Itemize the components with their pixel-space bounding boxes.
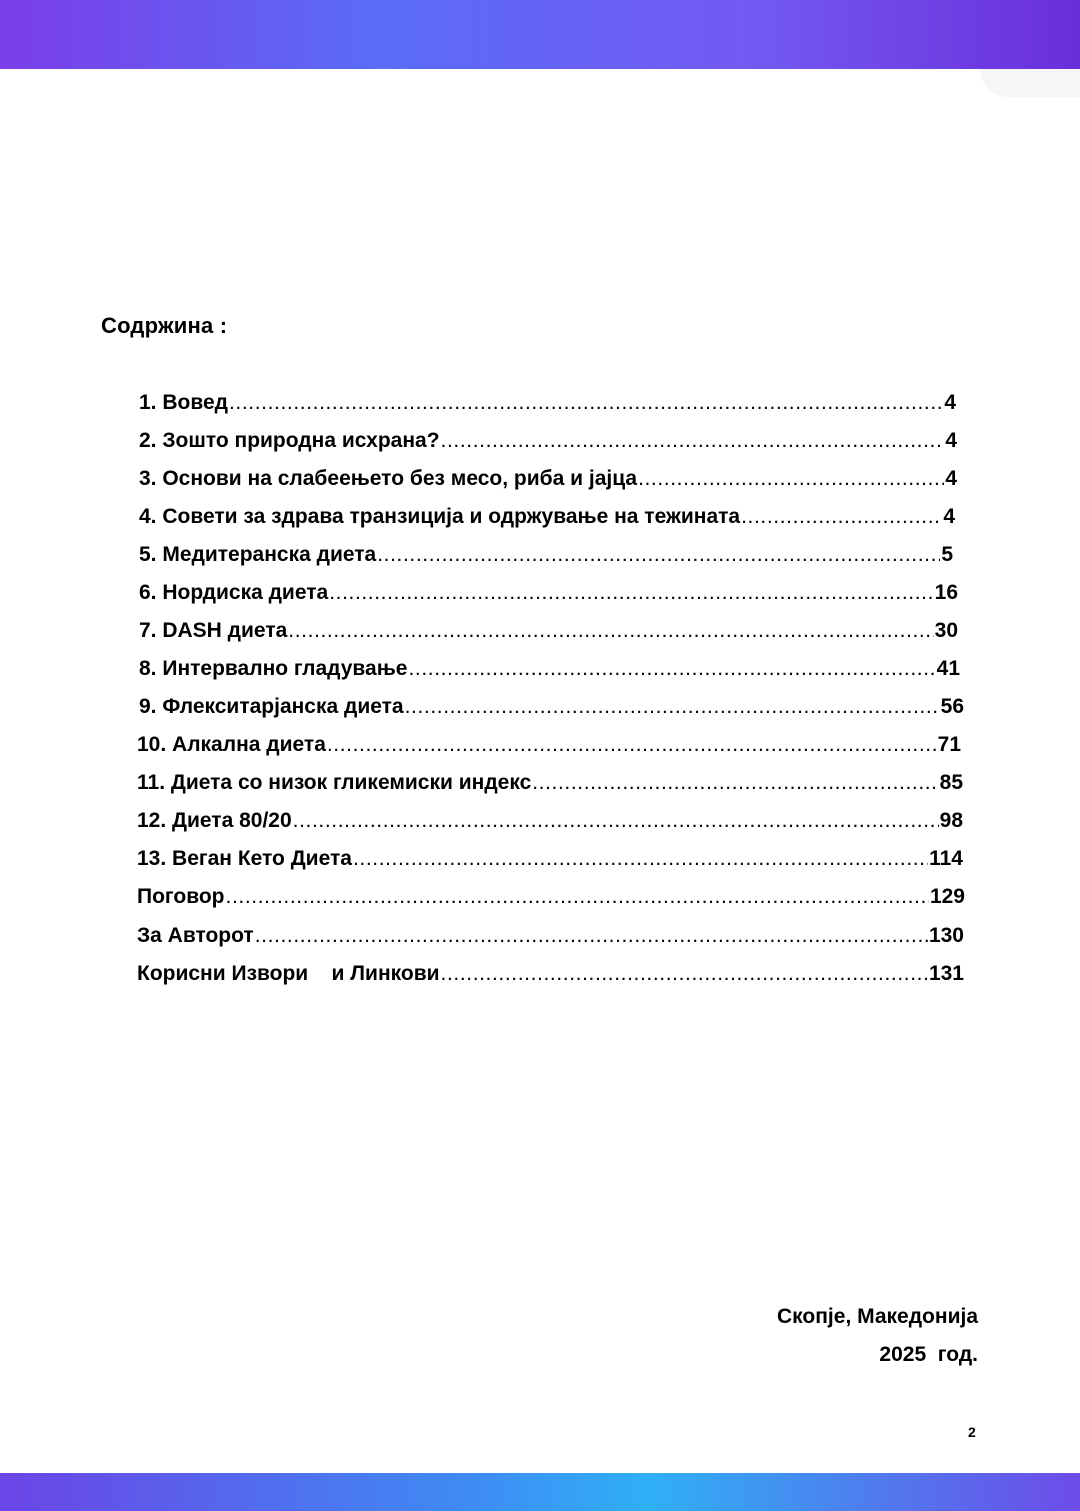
toc-entry (139, 692, 964, 722)
toc-entry-label: 1. Вовед (139, 391, 228, 414)
toc-entry-page: 85 (939, 771, 963, 794)
dot-leader (329, 578, 933, 608)
toc-entry (137, 921, 964, 951)
toc-entry-page: 129 (929, 885, 965, 908)
toc-entry-page: 30 (934, 619, 958, 642)
toc-entry (139, 578, 958, 608)
toc-entry-page: 131 (928, 962, 964, 985)
toc-entry-page: 98 (939, 809, 963, 832)
toc-entry-page: 4 (945, 467, 957, 490)
dot-leader (405, 692, 940, 722)
toc-entry-label: 9. Флекситарјанска диета (139, 695, 404, 718)
toc-entry-page: 56 (940, 695, 964, 718)
toc-entry-page: 16 (934, 581, 958, 604)
dot-leader (532, 768, 938, 798)
toc-entry (139, 464, 957, 494)
toc-entry (139, 426, 957, 456)
dot-leader (288, 616, 933, 646)
toc-entry-label: 11. Диета со низок гликемиски индекс (137, 771, 532, 794)
dot-leader (408, 654, 935, 684)
dot-leader (229, 388, 943, 418)
toc-entry (137, 882, 965, 912)
toc-entry-label: За Авторот (137, 924, 254, 947)
toc-entry-label: 13. Веган Кето Диета (137, 847, 352, 870)
toc-entry (137, 959, 964, 989)
toc-entry-label: 7. DASH диета (139, 619, 288, 642)
dot-leader (293, 806, 939, 836)
dot-leader (377, 540, 940, 570)
toc-entry-label: 2. Зошто природна исхрана? (139, 429, 440, 452)
toc-entry-label: 3. Основи на слабеењето без месо, риба и јајца (139, 467, 638, 490)
dot-leader (638, 464, 944, 494)
dot-leader (441, 426, 945, 456)
toc-entry-label: 5. Медитеранска диета (139, 543, 377, 566)
year-text: 2025 год. (879, 1343, 978, 1366)
toc-entry (139, 616, 958, 646)
toc-entry (137, 844, 963, 874)
toc-entry (139, 388, 956, 418)
bottom-banner (0, 1473, 1080, 1511)
toc-entry (139, 540, 953, 570)
dot-leader (226, 882, 929, 912)
toc-entry-page: 4 (943, 505, 955, 528)
toc-entry-label: Поговор (137, 885, 225, 908)
dot-leader (255, 921, 928, 951)
toc-entry (139, 502, 955, 532)
dot-leader (327, 730, 937, 760)
dot-leader (441, 959, 928, 989)
toc-entry-label: 4. Совети за здрава транзиција и одржување на тежината (139, 505, 741, 528)
toc-entry-page: 114 (929, 847, 963, 870)
toc-entry (137, 806, 963, 836)
toc-entry (137, 768, 963, 798)
dot-leader (353, 844, 928, 874)
toc-entry-label: 6. Нордиска диета (139, 581, 329, 604)
toc-entry-page: 5 (941, 543, 953, 566)
toc-entry-page: 71 (937, 733, 961, 756)
dot-leader (741, 502, 942, 532)
page-number: 2 (968, 1424, 976, 1440)
toc-entry-label: 10. Алкална диета (137, 733, 326, 756)
toc-entry-page: 4 (944, 391, 956, 414)
toc-entry-page: 41 (936, 657, 960, 680)
toc-title: Содржина : (101, 313, 228, 338)
toc-entry (139, 654, 960, 684)
toc-entry-label: 8. Интервално гладување (139, 657, 408, 680)
toc-entry-page: 4 (945, 429, 957, 452)
toc-entry-label: Корисни Извори и Линкови (137, 962, 440, 985)
toc-entry-page: 130 (928, 924, 964, 947)
toc-entry-label: 12. Диета 80/20 (137, 809, 292, 832)
toc-entry (137, 730, 961, 760)
place-text: Скопје, Македонија (777, 1305, 978, 1328)
